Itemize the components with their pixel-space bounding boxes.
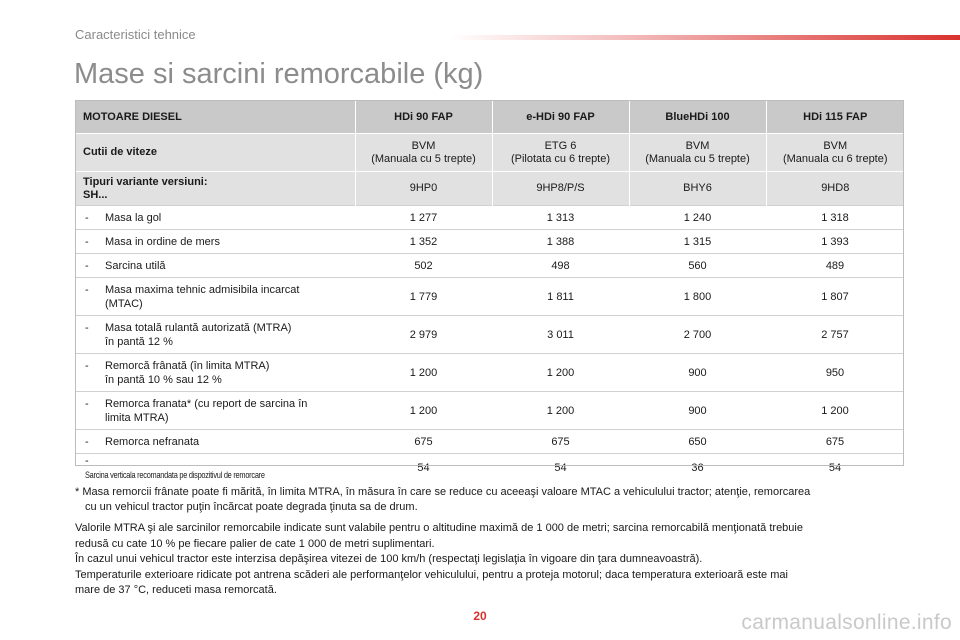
table-row	[75, 354, 904, 392]
row-label	[105, 235, 353, 249]
row-label-line: limita MTRA)	[105, 411, 169, 424]
value-cell: 54	[492, 454, 629, 483]
header-accent-bar	[450, 35, 960, 40]
value-cell: 1 240	[629, 206, 766, 230]
variant-cell: BHY6	[629, 172, 766, 206]
row-label	[105, 435, 353, 449]
value-cell: 1 800	[629, 278, 766, 316]
value-cell: 675	[766, 430, 904, 454]
row-label-cell	[75, 454, 355, 483]
row-dash: -	[85, 397, 89, 410]
notes-line: Temperaturile exterioare ridicate pot antrena scăderi ale performanţelor vehiculului, pentru a proteja motorul; daca temperatura exterioară este mai	[75, 568, 788, 581]
gearbox-cell: BVM (Manuala cu 5 trepte)	[355, 134, 492, 172]
table-row	[75, 316, 904, 354]
row-dash: -	[85, 435, 89, 448]
value-cell: 950	[766, 354, 904, 392]
value-cell: 1 811	[492, 278, 629, 316]
row-dash: -	[85, 455, 89, 467]
row-label-line: Sarcina verticala recomandata pe dispozitivul de remorcare	[85, 470, 265, 480]
value-cell: 675	[355, 430, 492, 454]
row-label-cell	[75, 254, 355, 278]
value-cell: 1 315	[629, 230, 766, 254]
row-dash: -	[85, 211, 89, 224]
row-label	[105, 397, 353, 425]
row-label-line: Sarcina utilă	[105, 259, 166, 272]
value-cell: 1 388	[492, 230, 629, 254]
engine-header: MOTOARE DIESEL	[75, 100, 355, 134]
gearbox-cell: ETG 6 (Pilotata cu 6 trepte)	[492, 134, 629, 172]
table-row	[75, 230, 904, 254]
value-cell: 1 200	[492, 392, 629, 430]
section-title: Caracteristici tehnice	[75, 27, 196, 42]
table-body	[75, 206, 904, 483]
value-cell: 675	[492, 430, 629, 454]
row-label-cell	[75, 392, 355, 430]
page-number: 20	[473, 609, 487, 623]
table-row	[75, 454, 904, 483]
row-label	[105, 259, 353, 273]
value-cell: 1 313	[492, 206, 629, 230]
row-label-cell	[75, 230, 355, 254]
column-header: HDi 90 FAP	[355, 100, 492, 134]
row-label-cell	[75, 316, 355, 354]
value-cell: 498	[492, 254, 629, 278]
gearbox-row	[75, 134, 904, 172]
value-cell: 54	[766, 454, 904, 483]
row-label-cell	[75, 354, 355, 392]
row-label-line: în pantă 12 %	[105, 335, 173, 348]
value-cell: 1 200	[766, 392, 904, 430]
value-cell: 900	[629, 392, 766, 430]
notes-line: redusă cu cate 10 % pe fiecare palier de cate 1 000 de metri suplimentari.	[75, 537, 435, 550]
row-label-line: în pantă 10 % sau 12 %	[105, 373, 222, 386]
row-dash: -	[85, 283, 89, 296]
row-label	[85, 468, 331, 482]
value-cell: 560	[629, 254, 766, 278]
row-dash: -	[85, 321, 89, 334]
row-dash: -	[85, 359, 89, 372]
row-label-line: Remorca franata* (cu report de sarcina în	[105, 397, 308, 410]
notes-line: mare de 37 °C, reduceti masa remorcată.	[75, 584, 277, 596]
value-cell: 1 352	[355, 230, 492, 254]
value-cell: 1 318	[766, 206, 904, 230]
notes	[75, 521, 915, 599]
variant-cell: 9HP8/P/S	[492, 172, 629, 206]
table-row	[75, 430, 904, 454]
value-cell: 502	[355, 254, 492, 278]
row-label-cell	[75, 430, 355, 454]
row-label	[105, 211, 353, 225]
table-row	[75, 254, 904, 278]
value-cell: 36	[629, 454, 766, 483]
specs-table	[75, 100, 904, 482]
row-label-line: Masa in ordine de mers	[105, 235, 220, 248]
page-title: Mase si sarcini remorcabile (kg)	[74, 58, 484, 90]
value-cell: 3 011	[492, 316, 629, 354]
row-label-line: Masa maxima tehnic admisibila incarcat	[105, 283, 300, 296]
row-dash: -	[85, 259, 89, 272]
variant-cell: 9HP0	[355, 172, 492, 206]
value-cell: 1 200	[492, 354, 629, 392]
table-row	[75, 206, 904, 230]
value-cell: 1 807	[766, 278, 904, 316]
value-cell: 1 277	[355, 206, 492, 230]
table-header-row	[75, 100, 904, 134]
value-cell: 1 200	[355, 392, 492, 430]
gearbox-cell: BVM (Manuala cu 5 trepte)	[629, 134, 766, 172]
row-label-line: (MTAC)	[105, 297, 143, 310]
gearbox-cell: BVM (Manuala cu 6 trepte)	[766, 134, 904, 172]
notes-line: Valorile MTRA şi ale sarcinilor remorcabile indicate sunt valabile pentru o altitudine maximă de 1 000 de metri; sarcina remorcabilă menţionată trebuie	[75, 522, 803, 534]
value-cell: 489	[766, 254, 904, 278]
value-cell: 2 757	[766, 316, 904, 354]
column-header: e-HDi 90 FAP	[492, 100, 629, 134]
variants-label: Tipuri variante versiuni: SH...	[75, 172, 355, 206]
table-row	[75, 392, 904, 430]
table-row	[75, 278, 904, 316]
value-cell: 650	[629, 430, 766, 454]
value-cell: 2 979	[355, 316, 492, 354]
row-label-line: Masa la gol	[105, 211, 162, 224]
gearbox-label: Cutii de viteze	[75, 134, 355, 172]
row-label	[105, 359, 353, 387]
footnote-line: cu un vehicul tractor puţin încărcat poate degrada ţinuta sa de drum.	[85, 501, 418, 513]
row-label-line: Masa totală rulantă autorizată (MTRA)	[105, 321, 292, 334]
value-cell: 1 393	[766, 230, 904, 254]
column-header: BlueHDi 100	[629, 100, 766, 134]
value-cell: 900	[629, 354, 766, 392]
row-label	[105, 321, 353, 349]
row-label-cell	[75, 206, 355, 230]
value-cell: 54	[355, 454, 492, 483]
value-cell: 1 779	[355, 278, 492, 316]
watermark: carmanualsonline.info	[741, 611, 952, 634]
row-label-line: Remorcă frânată (în limita MTRA)	[105, 359, 270, 372]
value-cell: 2 700	[629, 316, 766, 354]
column-header: HDi 115 FAP	[766, 100, 904, 134]
row-label-cell	[75, 278, 355, 316]
variants-row	[75, 172, 904, 206]
row-label-line: Remorca nefranata	[105, 435, 200, 448]
variant-cell: 9HD8	[766, 172, 904, 206]
notes-line: În cazul unui vehicul tractor este interzisa depăşirea vitezei de 100 km/h (respectaţi legislaţia în vigoare din ţara dumneavoastră).	[75, 553, 703, 565]
row-label	[105, 283, 353, 311]
footnote-line: * Masa remorcii frânate poate fi mărită, în limita MTRA, în măsura în care se reduce cu aceeaşi valoare MTAC a vehiculului tractor; atenţie, remorcarea	[75, 486, 811, 498]
row-dash: -	[85, 235, 89, 248]
footnote	[75, 485, 915, 515]
value-cell: 1 200	[355, 354, 492, 392]
